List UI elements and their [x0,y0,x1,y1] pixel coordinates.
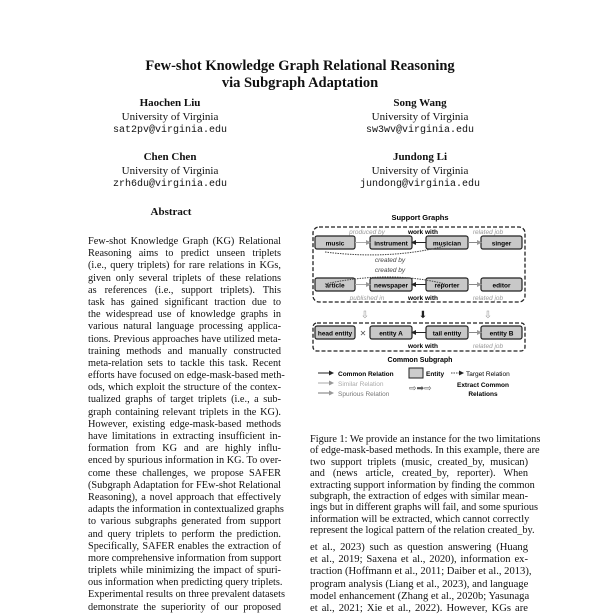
text-line: have limitations in extracting insufficient in- [88,431,281,442]
author-name: Jundong Li [392,151,448,163]
text-line: ings but in different graphs will fail, and some spurious [310,502,539,514]
author-affiliation: University of Virginia [121,165,219,177]
text-line: However, existing edge-mask-based methods [88,418,281,430]
text-line: to various subgraphs generated from support [88,516,281,528]
edge-label: created by [374,267,406,274]
common-subgraph-title: Common Subgraph [387,357,453,364]
entity-label: entity B [489,330,514,338]
figure-1 [305,210,535,400]
text-line: given only several triplets of these relations [88,272,281,284]
legend-extract: Extract Common [456,382,510,389]
paper-title [0,58,600,92]
text-line: two support triplets (music, created_by, musican) [310,456,528,468]
entity-label: instrument [374,240,408,248]
entity-label: music [325,240,345,248]
text-line: task has gained significant traction due to [88,296,281,308]
author-name: Chen Chen [143,151,197,163]
text-line: extracting support information by finding the common [310,479,535,491]
text-line: tions. Previous approaches have utilized meta- [88,333,281,345]
entity-label: musician [432,240,462,248]
edge-label: work with [408,229,438,236]
text-line: et al., 2023) such as question answering (Huang [310,542,528,553]
abstract-heading: Abstract [150,206,192,218]
title-line: via Subgraph Adaptation [221,75,379,91]
edge-label: published in [349,295,385,302]
entity-swatch [409,368,423,378]
text-line: information will be extracted, which cannot correctly [310,513,530,525]
text-line: program analysis (Liang et al., 2023), and language [310,578,529,590]
text-line: Reasoning), a novel approach that effectively [88,491,281,503]
extract-arrows-icon: ⇨➡⇨ [409,383,432,393]
text-line: tualized graphs of target triplets (i.e., a sub- [88,394,281,406]
entity-label: article [325,282,345,290]
text-line: more comprehensive information from support [88,552,282,564]
text-line: (i.e., query triplets) for rare relations in KGs, [88,260,281,272]
text-line: Specifically, SAFER enables the extraction of [88,540,281,552]
text-line: represent the logical pattern of the relation created_by. [310,525,535,537]
author-block [80,151,260,191]
edge-label: produced by [349,229,385,236]
edge-label: related job [472,295,504,302]
extract-arrow-icon: ⬇ [418,310,428,321]
text-line: subgraph, the extraction of edges with similar mean- [310,490,528,502]
entity-label: entity A [379,330,403,338]
text-line: demonstrate the superiority of our proposed [88,601,281,613]
author-affiliation: University of Virginia [371,111,469,123]
author-name: Song Wang [393,97,447,109]
edge-label: work with [408,295,438,302]
extract-arrow-icon: ⇩ [360,310,370,321]
text-line: Experimental results on three prevalent datasets [88,589,285,601]
text-line: the widespread use of knowledge graphs in [88,309,281,321]
legend-extract: Relations [468,391,498,398]
legend-spurious: Spurious Relation [338,391,390,398]
edge-label: created by [374,257,406,264]
entity-label: singer [491,240,512,248]
text-line: (Subgraph Adaptation for FEw-shot Relational [88,479,281,491]
author-affiliation: University of Virginia [121,111,219,123]
abstract-body [88,236,285,614]
text-line: of edge-mask-based methods. In this example, there are [310,445,540,457]
text-line: Figure 1: We provide an instance for the two limitations [310,434,541,445]
entity-label: head entity [317,330,353,338]
author-affiliation: University of Virginia [371,165,469,177]
cross-icon: ✕ [359,329,367,338]
text-line: model enhancement (Zhang et al., 2020b; Yasunaga [310,590,530,602]
text-line: various natural language processing applica- [88,321,281,333]
extract-arrow-icon: ⇩ [483,310,493,321]
text-line: triplets while minimizing the impact of spuri- [88,565,281,577]
body-text [310,542,532,615]
author-block [330,151,510,191]
title-line: Few-shot Knowledge Graph Relational Reasoning [145,58,455,74]
text-line: come these challenges, we propose SAFER [88,467,281,479]
figure-legend [318,368,510,398]
text-line: formation from KG and are highly influ- [88,443,281,455]
text-line: Reasoning aims to predict unseen triplets [88,248,281,260]
legend-entity: Entity [426,371,445,378]
figure-caption [310,434,541,537]
author-email[interactable]: zrh6du@virginia.edu [112,179,228,190]
text-line: Few-shot Knowledge Graph (KG) Relational [88,236,281,247]
author-name: Haochen Liu [139,97,201,109]
entity-label: editor [492,282,511,290]
text-line: as references (i.e., support triplets). This [88,284,281,296]
author-block [330,97,510,137]
entity-label: tail entity [432,330,462,338]
text-line: adapts the information in contextualized graphs [88,504,284,516]
text-line: meta-relation sets to tackle this task. Recent [88,357,281,369]
text-line: and (news article, created_by, reporter). When [310,468,528,480]
text-line: et al., 2021; Xie et al., 2022). However, KGs are [310,602,528,614]
text-line: training methods and manually constructed [88,345,281,357]
text-line: efforts have focused on edge-mask-based meth- [88,370,285,382]
entity-label: newspaper [374,282,408,290]
text-line: traction (Hoffmann et al., 2011; Daiber et al., 2013), [310,566,532,578]
author-email[interactable]: sw3wv@virginia.edu [365,125,475,136]
author-email[interactable]: sat2pv@virginia.edu [112,125,228,136]
text-line: enced by spurious information in KG. To over- [88,455,282,467]
legend-similar: Similar Relation [338,381,384,388]
edge-label: related job [472,343,504,350]
legend-target: Target Relation [466,371,510,378]
text-line: et al., 2019; Saxena et al., 2020), information ex- [310,554,528,566]
text-line: ous information when predicting query triplets. [88,577,283,589]
legend-common: Common Relation [338,371,394,378]
entity-label: reporter [434,282,460,290]
author-email[interactable]: jundong@virginia.edu [359,179,481,190]
text-line: and query triplets to perform the prediction. [88,528,281,540]
edge-label: related job [472,229,504,236]
support-graphs-title: Support Graphs [391,213,449,222]
edge-label: work with [408,343,438,350]
text-line: graph containing relevant triplets in the KG). [88,406,281,418]
text-line: ods, which exploit the structure of the contex- [88,382,281,394]
author-block [80,97,260,137]
